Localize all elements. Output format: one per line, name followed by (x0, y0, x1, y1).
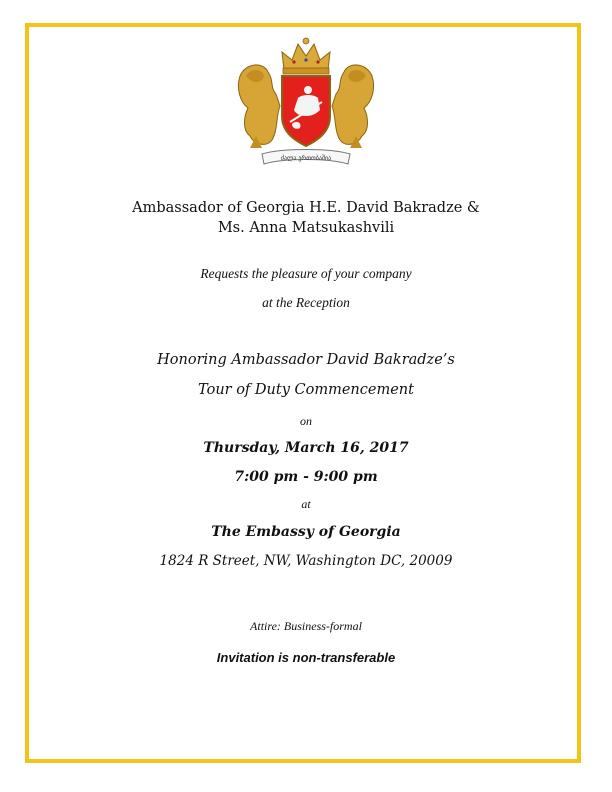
host-line-2: Ms. Anna Matsukashvili (217, 220, 395, 236)
motto-ribbon (262, 150, 350, 165)
venue-name: The Embassy of Georgia (211, 524, 401, 540)
right-lion-icon (332, 65, 374, 148)
event-time: 7:00 pm - 9:00 pm (234, 469, 378, 485)
left-lion-icon (238, 65, 280, 148)
honoring-line-2: Tour of Duty Commencement (198, 382, 414, 398)
red-shield-icon (282, 76, 330, 146)
on-word: on (300, 414, 312, 428)
at-word: at (301, 497, 311, 511)
honoring-line-1: Honoring Ambassador David Bakradze’s (157, 352, 455, 368)
attire-note: Attire: Business-formal (250, 619, 362, 633)
crown-icon (282, 38, 330, 74)
event-date: Thursday, March 16, 2017 (203, 440, 409, 456)
host-line-1: Ambassador of Georgia H.E. David Bakradze & (132, 200, 480, 216)
motto-text: ძალა ერთობაშია (280, 155, 332, 162)
venue-address: 1824 R Street, NW, Washington DC, 20009 (159, 553, 453, 569)
non-transferable-notice: Invitation is non-transferable (216, 650, 396, 665)
request-line-1: Requests the pleasure of your company (200, 266, 412, 281)
georgia-coat-of-arms-icon (232, 36, 380, 172)
request-line-2: at the Reception (262, 295, 350, 310)
